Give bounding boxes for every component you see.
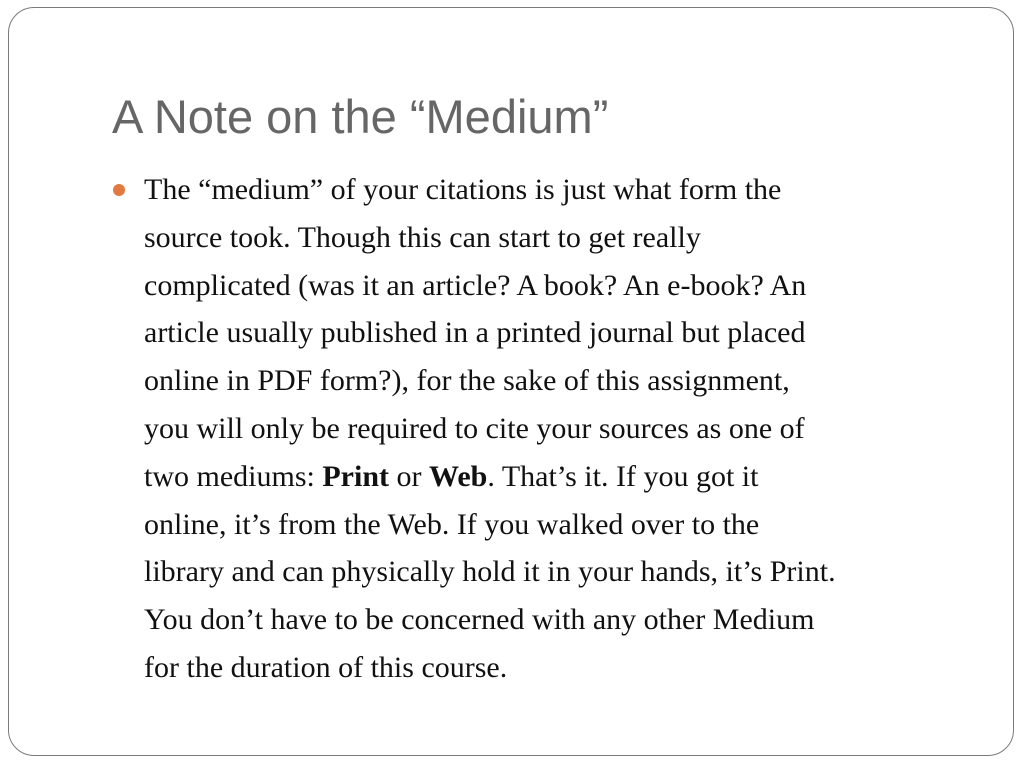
body-line: You don’t have to be concerned with any other Medium	[144, 603, 815, 637]
bullet-list	[110, 166, 990, 692]
print-emphasis: Print	[322, 459, 389, 493]
slide-title: A Note on the “Medium”	[112, 90, 609, 143]
bullet-item	[110, 166, 990, 692]
or-text: or	[389, 459, 429, 493]
body-line: you will only be required to cite your sources as one of	[144, 411, 805, 445]
body-line: for the duration of this course.	[144, 650, 508, 684]
bullet-text	[144, 166, 990, 692]
body-line: source took. Though this can start to get really	[144, 220, 701, 254]
body-line: library and can physically hold it in your hands, it’s Print.	[144, 555, 836, 589]
body-line: online in PDF form?), for the sake of this assignment,	[144, 364, 790, 398]
body-line-mediums	[144, 453, 990, 501]
mediums-intro-text: two mediums:	[144, 459, 323, 493]
body-line: complicated (was it an article? A book? An e-book? An	[144, 268, 807, 302]
web-emphasis: Web	[429, 459, 488, 493]
body-line: online, it’s from the Web. If you walked over to the	[144, 507, 760, 541]
bullet-dot-icon	[113, 184, 125, 196]
body-line: article usually published in a printed journal but placed	[144, 316, 806, 350]
thats-it-text: . That’s it. If you got it	[487, 459, 759, 493]
body-line: The “medium” of your citations is just what form the	[144, 173, 782, 206]
